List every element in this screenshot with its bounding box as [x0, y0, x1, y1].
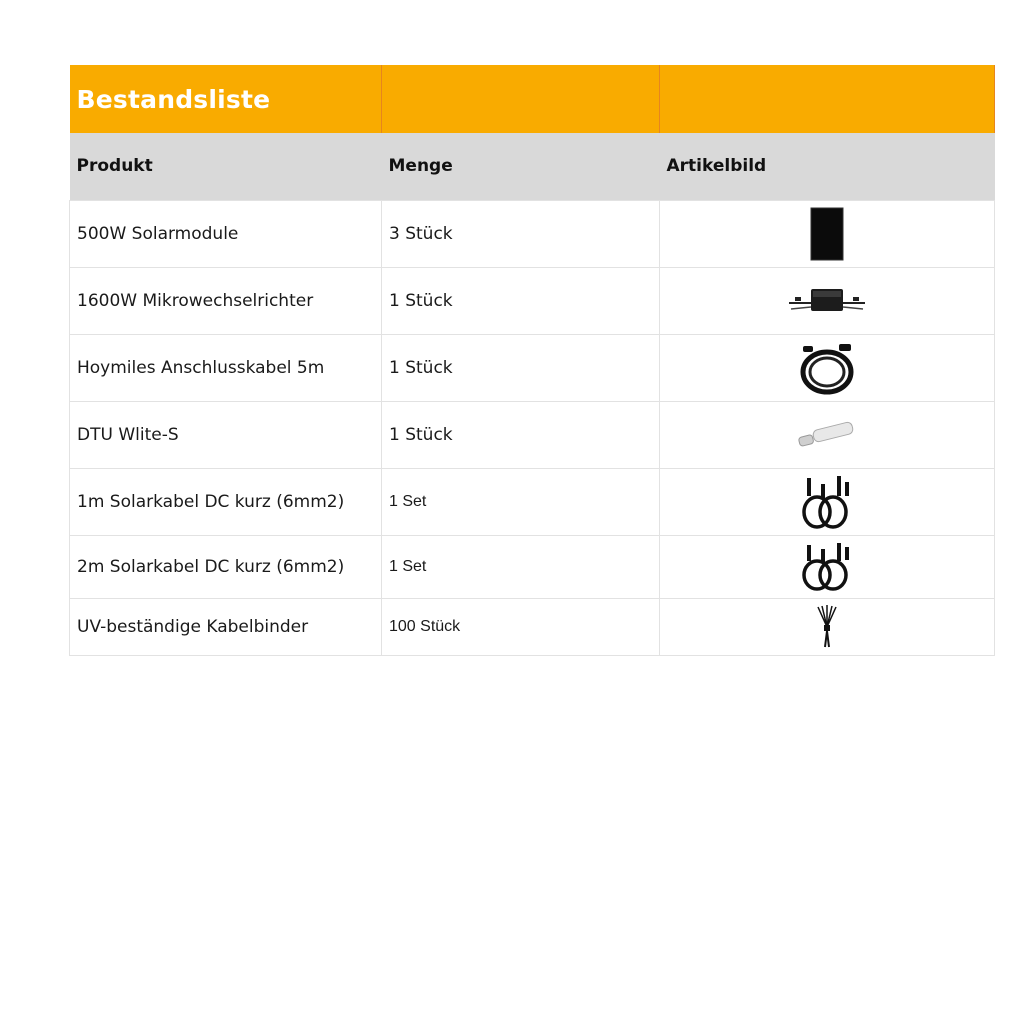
solar-panel-icon	[807, 207, 847, 261]
title-cell-empty	[382, 65, 660, 133]
microinverter-icon	[787, 283, 867, 319]
quantity-cell: 3 Stück	[382, 200, 660, 267]
dtu-stick-icon	[795, 418, 859, 452]
quantity-cell: 1 Set	[382, 468, 660, 535]
quantity-cell: 1 Stück	[382, 334, 660, 401]
column-header-product: Produkt	[70, 133, 382, 200]
image-cell	[660, 267, 995, 334]
quantity-cell: 1 Stück	[382, 401, 660, 468]
product-cell: 1m Solarkabel DC kurz (6mm2)	[70, 468, 382, 535]
table-row	[70, 535, 995, 598]
image-cell	[660, 334, 995, 401]
inventory-table	[69, 65, 995, 656]
image-cell	[660, 200, 995, 267]
cable-ties-icon	[812, 605, 842, 649]
title-cell	[70, 65, 382, 133]
column-header-image: Artikelbild	[660, 133, 995, 200]
table-row	[70, 468, 995, 535]
table-row	[70, 267, 995, 334]
header-row	[70, 133, 995, 200]
image-cell	[660, 401, 995, 468]
product-cell: 500W Solarmodule	[70, 200, 382, 267]
product-cell: Hoymiles Anschlusskabel 5m	[70, 334, 382, 401]
product-cell: DTU Wlite-S	[70, 401, 382, 468]
table-row	[70, 401, 995, 468]
product-cell: 2m Solarkabel DC kurz (6mm2)	[70, 535, 382, 598]
cable-coil-icon	[795, 340, 859, 396]
table-row	[70, 200, 995, 267]
solar-cable-pair-icon	[797, 474, 857, 530]
column-header-quantity: Menge	[382, 133, 660, 200]
quantity-cell: 1 Set	[382, 535, 660, 598]
image-cell	[660, 598, 995, 655]
product-cell: 1600W Mikrowechselrichter	[70, 267, 382, 334]
solar-cable-pair-icon	[797, 541, 857, 593]
quantity-cell: 100 Stück	[382, 598, 660, 655]
quantity-cell: 1 Stück	[382, 267, 660, 334]
title-cell-empty	[660, 65, 995, 133]
image-cell	[660, 468, 995, 535]
table-title: Bestandsliste	[76, 84, 271, 114]
table-row	[70, 598, 995, 655]
product-cell: UV-beständige Kabelbinder	[70, 598, 382, 655]
table-row	[70, 334, 995, 401]
image-cell	[660, 535, 995, 598]
title-row	[70, 65, 995, 133]
